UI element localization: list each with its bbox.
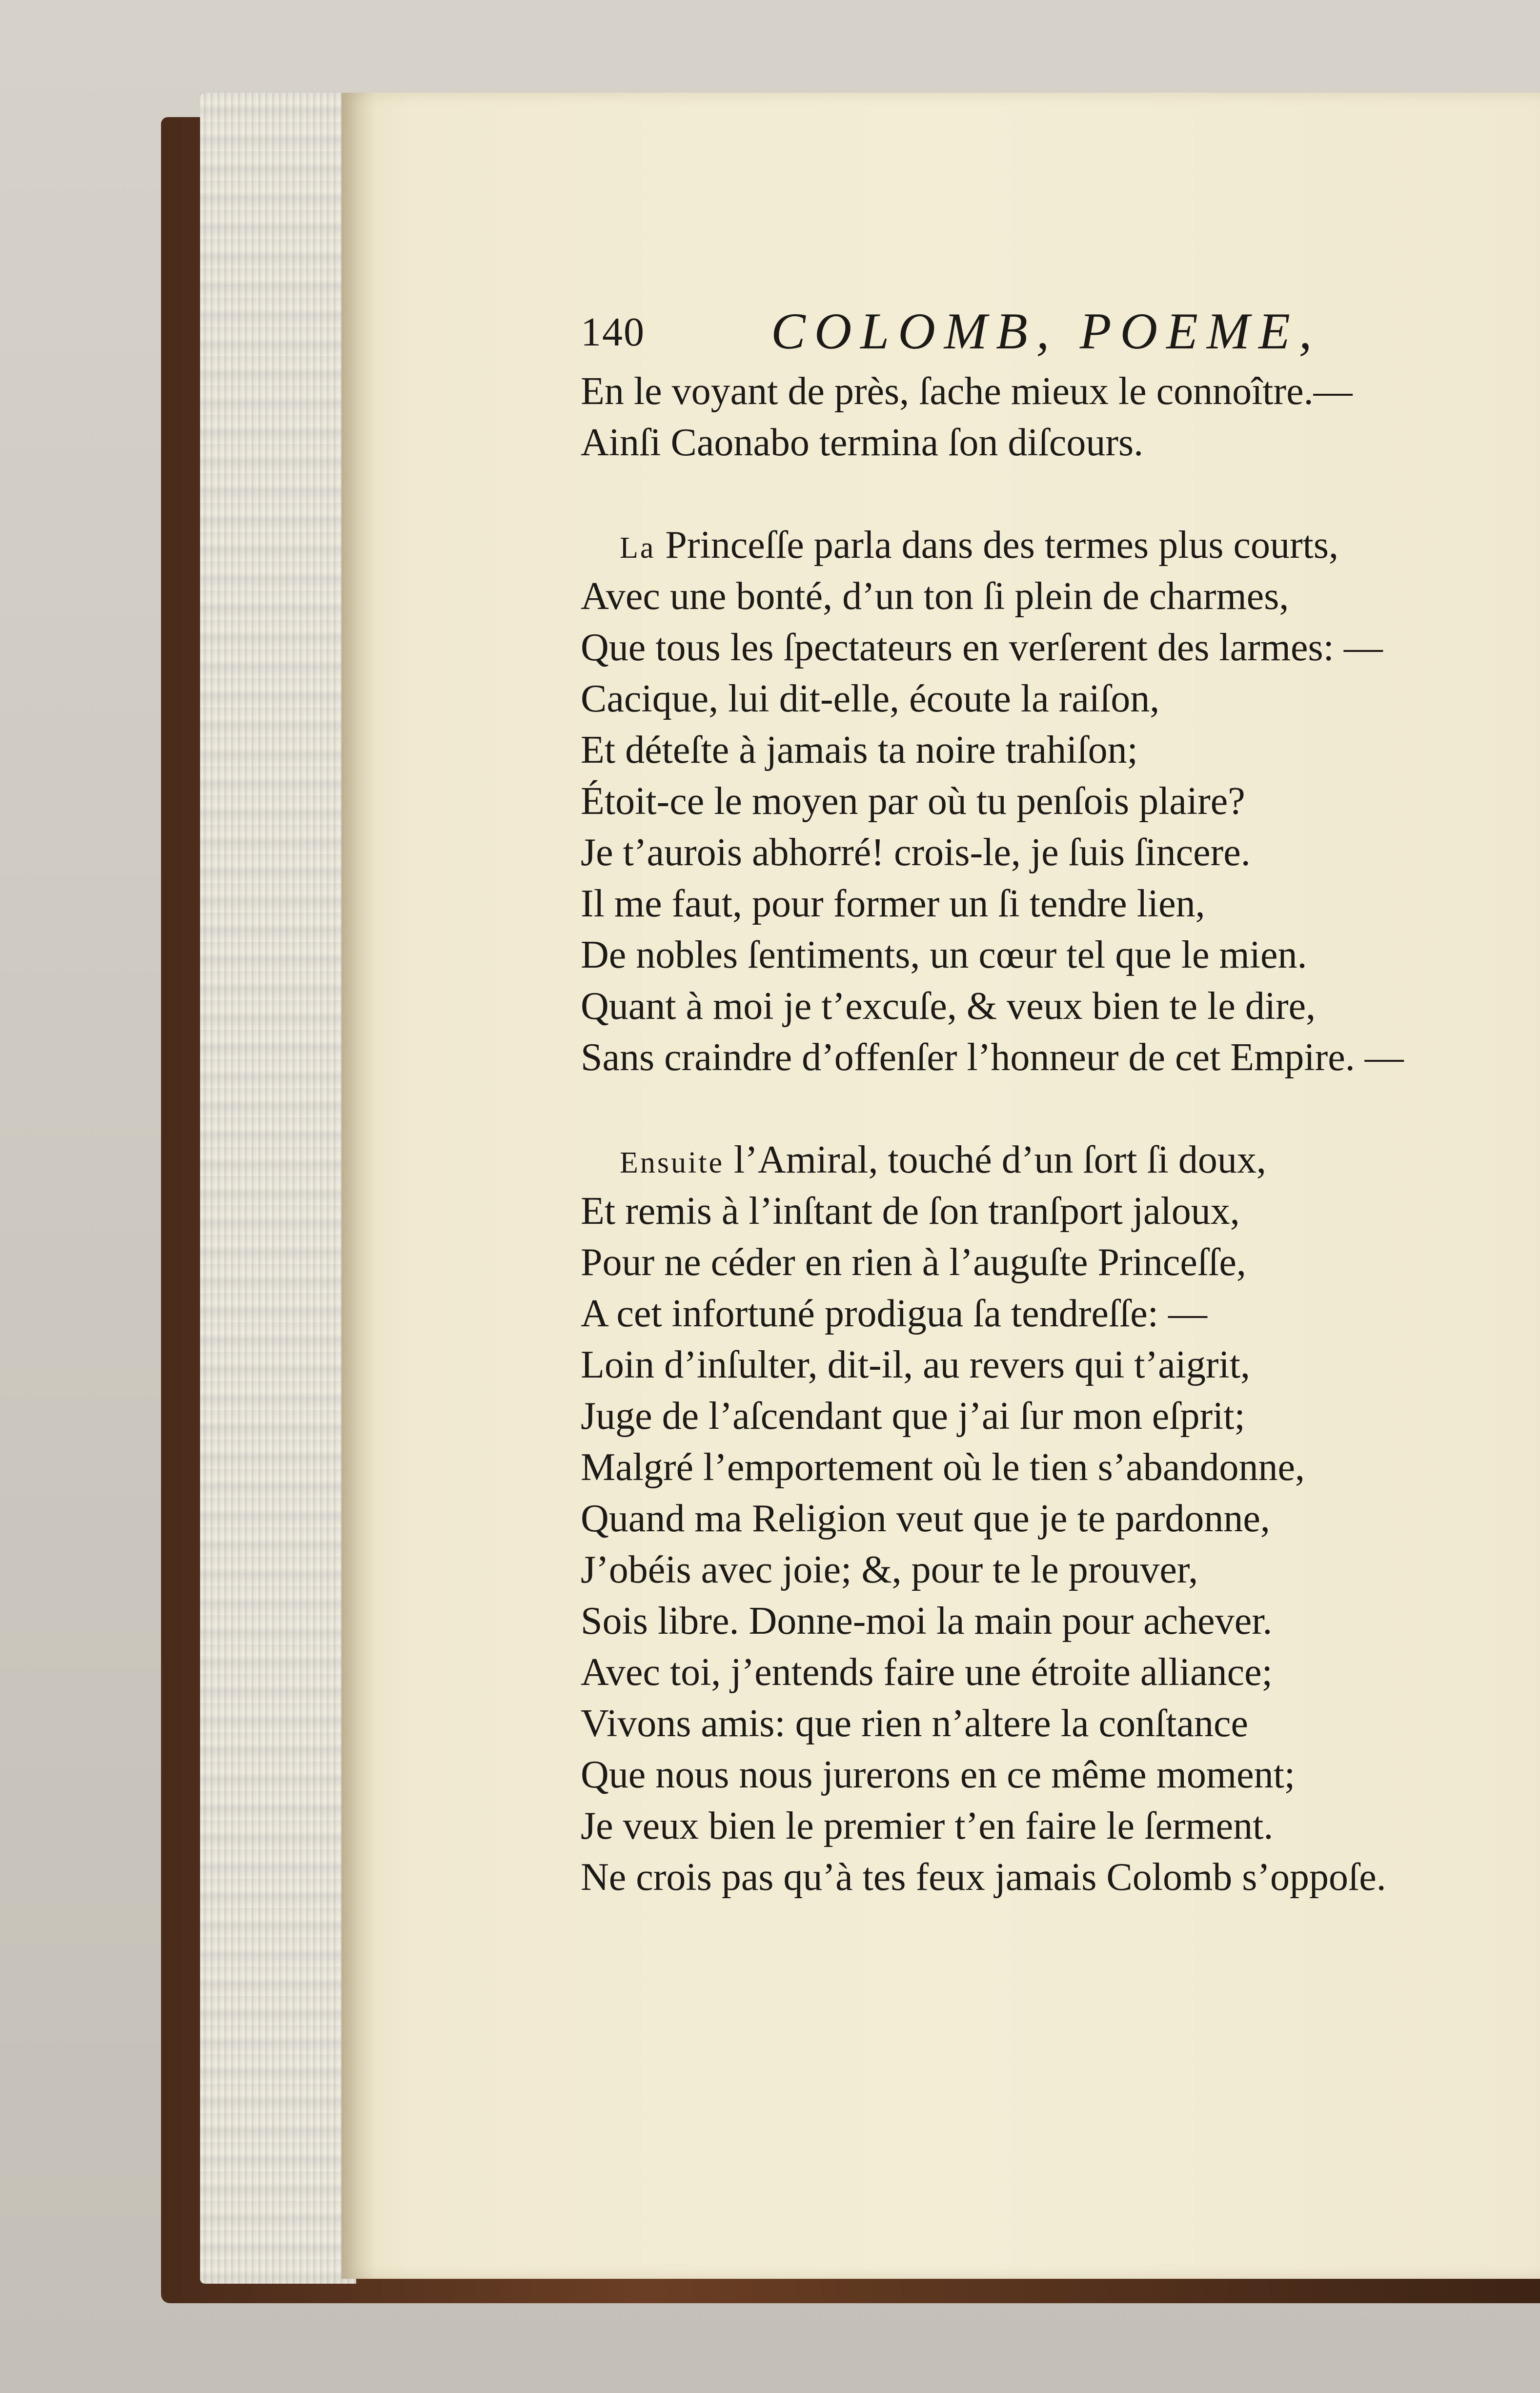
stanza2-line-9: De nobles ſentiments, un cœur tel que le mien. — [581, 933, 1307, 976]
stanza2-line-2: Avec une bonté, d’un ton ſi plein de charmes, — [581, 575, 1289, 618]
gutter-shadow — [342, 93, 376, 2279]
stanza3-line-2: Et remis à l’inſtant de ſon tranſport jaloux, — [581, 1190, 1240, 1233]
stanza2-small-caps: La — [620, 531, 656, 565]
stanza3-line-7: Malgré l’emportement où le tien s’abandonne, — [581, 1446, 1305, 1489]
stanza2-line-11: Sans craindre d’offenſer l’honneur de cet Empire. — — [581, 1036, 1404, 1079]
poem-text — [581, 366, 1493, 1903]
stanza3-first-line-text: l’Amiral, touché d’un ſort ſi doux, — [733, 1138, 1266, 1181]
stanza3-line-4: A cet infortuné prodigua ſa tendreſſe: — — [581, 1292, 1208, 1335]
page-header — [581, 293, 1459, 366]
stanza2-line-8: Il me faut, pour former un ſi tendre lien, — [581, 882, 1205, 925]
stanza2-line-10: Quant à moi je t’excuſe, & veux bien te le dire, — [581, 985, 1316, 1028]
stanza2-line-7: Je t’aurois abhorré! crois-le, je ſuis ſincere. — [581, 831, 1251, 874]
stanza2-line-6: Étoit-ce le moyen par où tu penſois plaire? — [581, 780, 1245, 823]
stanza2-line-4: Cacique, lui dit-elle, écoute la raiſon, — [581, 677, 1160, 720]
stanza3-line-13: Que nous nous jurerons en ce même moment; — [581, 1753, 1296, 1796]
stanza2-line-5: Et déteſte à jamais ta noire trahiſon; — [581, 729, 1138, 771]
stanza3-line-6: Juge de l’aſcendant que j’ai ſur mon eſprit; — [581, 1395, 1245, 1438]
stanza1-line-2: Ainſi Caonabo termina ſon diſcours. — [581, 421, 1144, 464]
stanza3-small-caps: Ensuite — [620, 1146, 724, 1179]
stanza-break — [581, 468, 1493, 520]
stanza3-first-line — [581, 1135, 1493, 1186]
stanza3-line-11: Avec toi, j’entends faire une étroite alliance; — [581, 1651, 1273, 1694]
stanza-break — [581, 1083, 1493, 1135]
stanza3-line-5: Loin d’inſulter, dit-il, au revers qui t’aigrit, — [581, 1343, 1250, 1386]
stanza3-line-8: Quand ma Religion veut que je te pardonne, — [581, 1497, 1270, 1540]
stanza2-first-line — [581, 520, 1493, 571]
stanza1-line-1: En le voyant de près, ſache mieux le connoître.— — [581, 370, 1353, 413]
stanza2-first-line-text: Princeſſe parla dans des termes plus courts, — [665, 524, 1338, 567]
page-edges — [200, 93, 356, 2284]
stanza2-line-3: Que tous les ſpectateurs en verſerent des larmes: — — [581, 626, 1383, 669]
running-title: COLOMB, POEME, — [771, 303, 1321, 360]
stanza3-line-15: Ne crois pas qu’à tes feux jamais Colomb s’oppoſe. — [581, 1856, 1386, 1899]
page-number: 140 — [581, 309, 645, 355]
stanza3-line-12: Vivons amis: que rien n’altere la conſtance — [581, 1702, 1249, 1745]
stanza3-line-3: Pour ne céder en rien à l’auguſte Princeſſe, — [581, 1241, 1246, 1284]
stanza3-line-10: Sois libre. Donne-moi la main pour achever. — [581, 1600, 1273, 1643]
stanza3-line-9: J’obéis avec joie; &, pour te le prouver, — [581, 1548, 1198, 1591]
stanza3-line-14: Je veux bien le premier t’en faire le ſerment. — [581, 1805, 1274, 1847]
